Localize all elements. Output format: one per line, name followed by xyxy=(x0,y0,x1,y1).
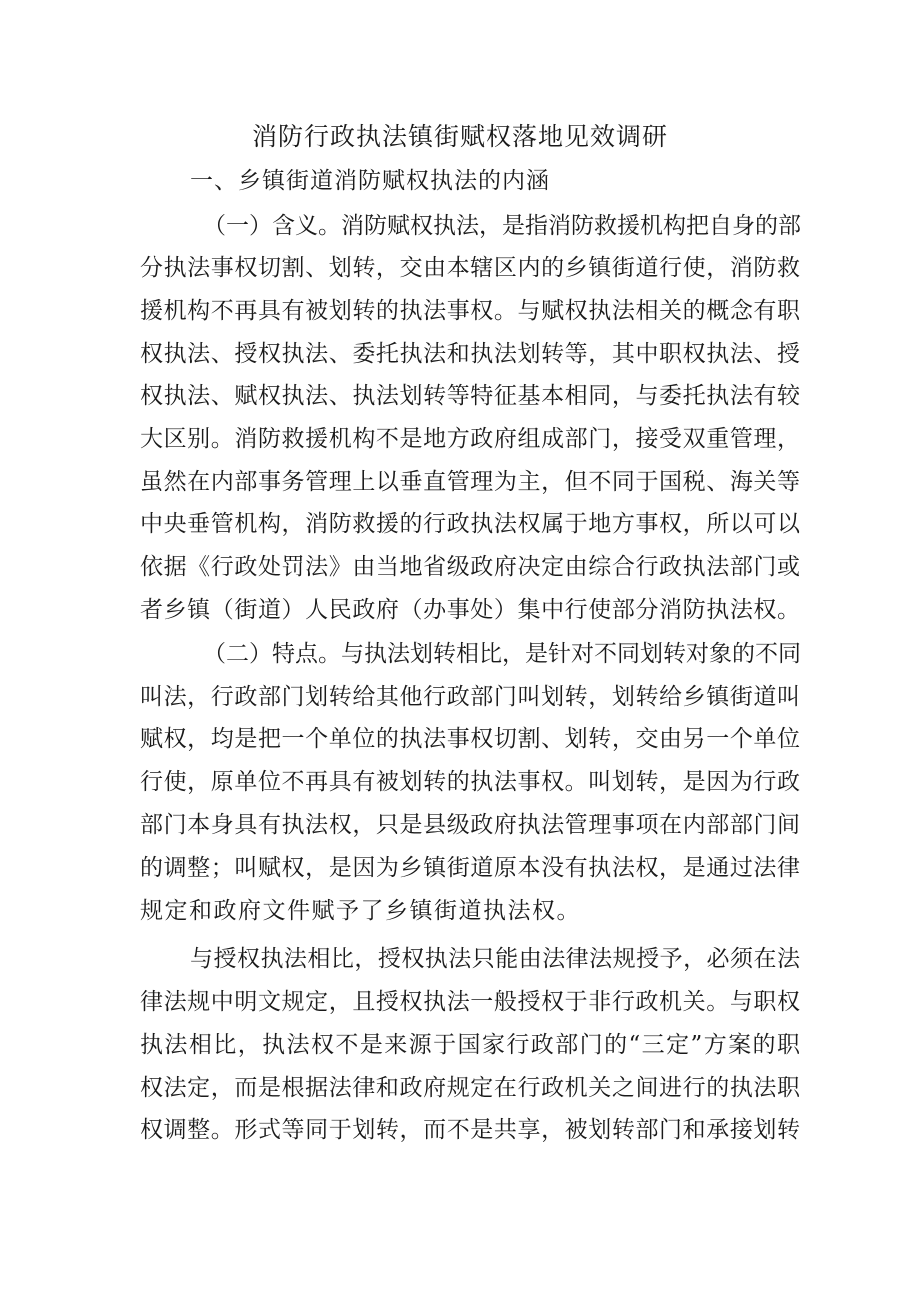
paragraph-1-line: 权执法、授权执法、委托执法和执法划转等，其中职权执法、授 xyxy=(140,341,800,367)
paragraph-1-line: 权执法、赋权执法、执法划转等特征基本相同，与委托执法有较 xyxy=(140,383,800,409)
paragraph-1-line: 援机构不再具有被划转的执法事权。与赋权执法相关的概念有职 xyxy=(140,298,800,324)
paragraph-1-line: 大区别。消防救援机构不是地方政府组成部门，接受双重管理， xyxy=(140,426,800,452)
paragraph-3-line: 权调整。形式等同于划转，而不是共享，被划转部门和承接划转 xyxy=(140,1117,800,1143)
paragraph-2-line: 的调整；叫赋权，是因为乡镇街道原本没有执法权，是通过法律 xyxy=(140,855,800,881)
paragraph-2-line: 行使，原单位不再具有被划转的执法事权。叫划转，是因为行政 xyxy=(140,769,800,795)
paragraph-1-line: 中央垂管机构，消防救援的行政执法权属于地方事权，所以可以 xyxy=(140,511,800,537)
paragraph-2-line: 规定和政府文件赋予了乡镇街道执法权。 xyxy=(140,898,581,924)
paragraph-1-line: 依据《行政处罚法》由当地省级政府决定由综合行政执法部门或 xyxy=(140,554,800,580)
paragraph-2-line: 赋权，均是把一个单位的执法事权切割、划转，交由另一个单位 xyxy=(140,726,800,752)
paragraph-1-line: （一）含义。消防赋权执法，是指消防救援机构把自身的部 xyxy=(203,213,801,239)
paragraph-2-line: （二）特点。与执法划转相比，是针对不同划转对象的不同 xyxy=(203,641,801,667)
paragraph-2-line: 部门本身具有执法权，只是县级政府执法管理事项在内部部门间 xyxy=(140,812,800,838)
paragraph-2-line: 叫法，行政部门划转给其他行政部门叫划转，划转给乡镇街道叫 xyxy=(140,684,800,710)
paragraph-3-line: 执法相比，执法权不是来源于国家行政部门的“三定”方案的职 xyxy=(140,1032,800,1058)
paragraph-1-line: 者乡镇（街道）人民政府（办事处）集中行使部分消防执法权。 xyxy=(140,597,800,623)
paragraph-3-line: 与授权执法相比，授权执法只能由法律法规授予，必须在法 xyxy=(190,946,800,972)
document-title: 消防行政执法镇街赋权落地见效调研 xyxy=(251,122,668,151)
paragraph-3-line: 权法定，而是根据法律和政府规定在行政机关之间进行的执法职 xyxy=(140,1075,800,1101)
paragraph-1-line: 虽然在内部事务管理上以垂直管理为主，但不同于国税、海关等 xyxy=(140,469,800,495)
paragraph-3-line: 律法规中明文规定，且授权执法一般授权于非行政机关。与职权 xyxy=(140,989,800,1015)
section-heading: 一、乡镇街道消防赋权执法的内涵 xyxy=(190,168,550,194)
paragraph-1-line: 分执法事权切割、划转，交由本辖区内的乡镇街道行使，消防救 xyxy=(140,255,800,281)
